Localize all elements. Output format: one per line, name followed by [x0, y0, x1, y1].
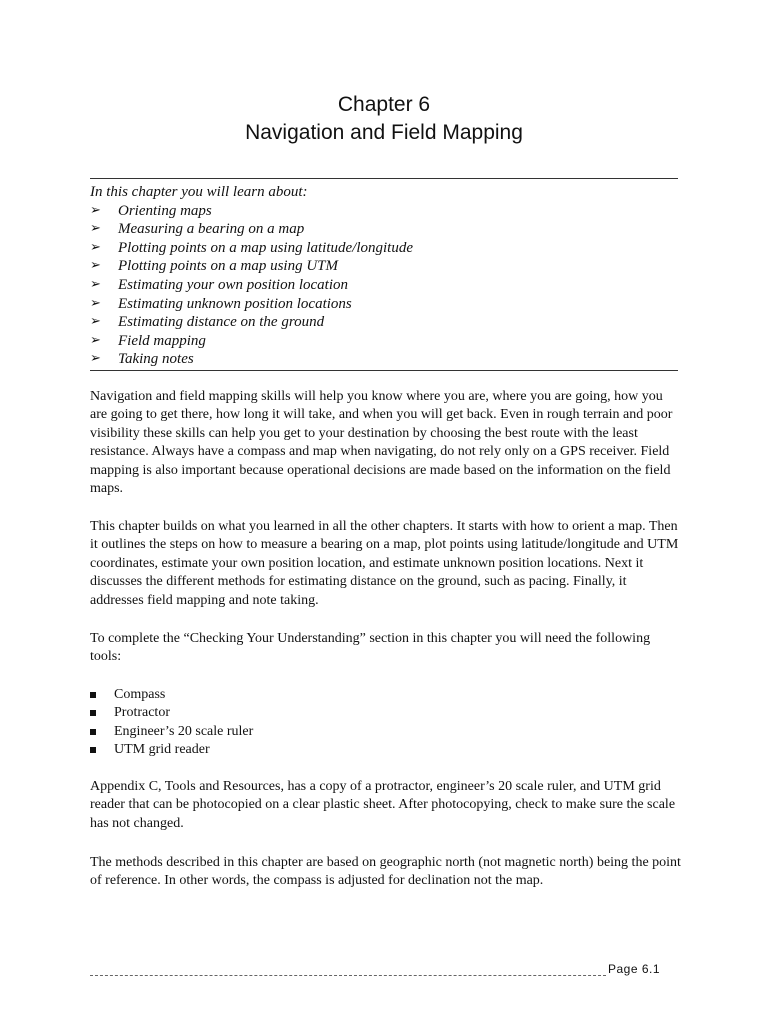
square-bullet-icon [90, 692, 96, 698]
page-number: Page 6.1 [608, 962, 661, 976]
chapter-number: Chapter 6 [337, 93, 431, 116]
list-item: ➢ Plotting points on a map using latitude/longitude [90, 239, 413, 256]
arrow-bullet-icon: ➢ [90, 314, 101, 330]
list-item: ➢ Estimating distance on the ground [90, 314, 325, 331]
list-item: ➢ Estimating your own position location [90, 276, 349, 293]
list-item: UTM grid reader [90, 741, 682, 759]
arrow-bullet-icon: ➢ [90, 258, 101, 274]
paragraph-reference-north: The methods described in this chapter are based on geographic north (not magnetic north) being the point of reference. In other words, the compass is adjusted for declination not the map. [90, 855, 681, 889]
square-bullet-icon [90, 710, 96, 716]
arrow-bullet-icon: ➢ [90, 295, 101, 311]
list-item: ➢ Taking notes [90, 351, 194, 368]
intro-box [90, 183, 678, 369]
list-item: ➢ Measuring a bearing on a map [90, 221, 305, 238]
arrow-bullet-icon: ➢ [90, 351, 101, 367]
list-item: ➢ Plotting points on a map using UTM [90, 258, 339, 275]
list-item: ➢ Orienting maps [90, 202, 212, 219]
square-bullet-icon [90, 747, 96, 753]
list-item: Engineer’s 20 scale ruler [90, 723, 682, 741]
paragraph-tools-intro: To complete the “Checking Your Understanding” section in this chapter you will need the following tools: [90, 631, 651, 665]
arrow-bullet-icon: ➢ [90, 202, 101, 218]
arrow-bullet-icon: ➢ [90, 239, 101, 255]
tools-list [90, 686, 682, 760]
chapter-title: Navigation and Field Mapping [245, 121, 523, 144]
list-item: ➢ Estimating unknown position locations [90, 295, 352, 312]
arrow-bullet-icon: ➢ [90, 221, 101, 237]
intro-bottom-rule [90, 370, 678, 371]
paragraph-chapter-summary: This chapter builds on what you learned in all the other chapters. It starts with how to orient a map. Then it outlines the steps on how to measure a bearing on a map, plot points using latitude/longitude and UTM coordinates, estimate your own position location, and estimate unknown position locations. Next it discusses the different methods for estimating distance on the ground, such as pacing. Finally, it addresses field mapping and note taking. [90, 519, 679, 608]
learning-objectives-list [90, 202, 678, 369]
footer-rule [90, 975, 606, 976]
arrow-bullet-icon: ➢ [90, 276, 101, 292]
list-item: Protractor [90, 704, 682, 722]
intro-heading: In this chapter you will learn about: [90, 184, 308, 200]
arrow-bullet-icon: ➢ [90, 332, 101, 348]
list-item: Compass [90, 686, 682, 704]
list-item: ➢ Field mapping [90, 332, 206, 349]
intro-top-rule [90, 178, 678, 179]
paragraph-appendix: Appendix C, Tools and Resources, has a copy of a protractor, engineer’s 20 scale ruler, and UTM grid reader that can be photocopied on a clear plastic sheet. After photocopying, check to make sure the scale has not changed. [90, 779, 676, 831]
paragraph-overview: Navigation and field mapping skills will help you know where you are, where you are going, how you are going to get there, how long it will take, and when you will get back. Even in rough terrain and poor visibility these skills can help you get to your destination by choosing the best route with the least resistance. Always have a compass and map when navigating, do not rely only on a GPS receiver. Field mapping is also important because operational decisions are made based on the information on the field maps. [90, 389, 673, 497]
square-bullet-icon [90, 729, 96, 735]
